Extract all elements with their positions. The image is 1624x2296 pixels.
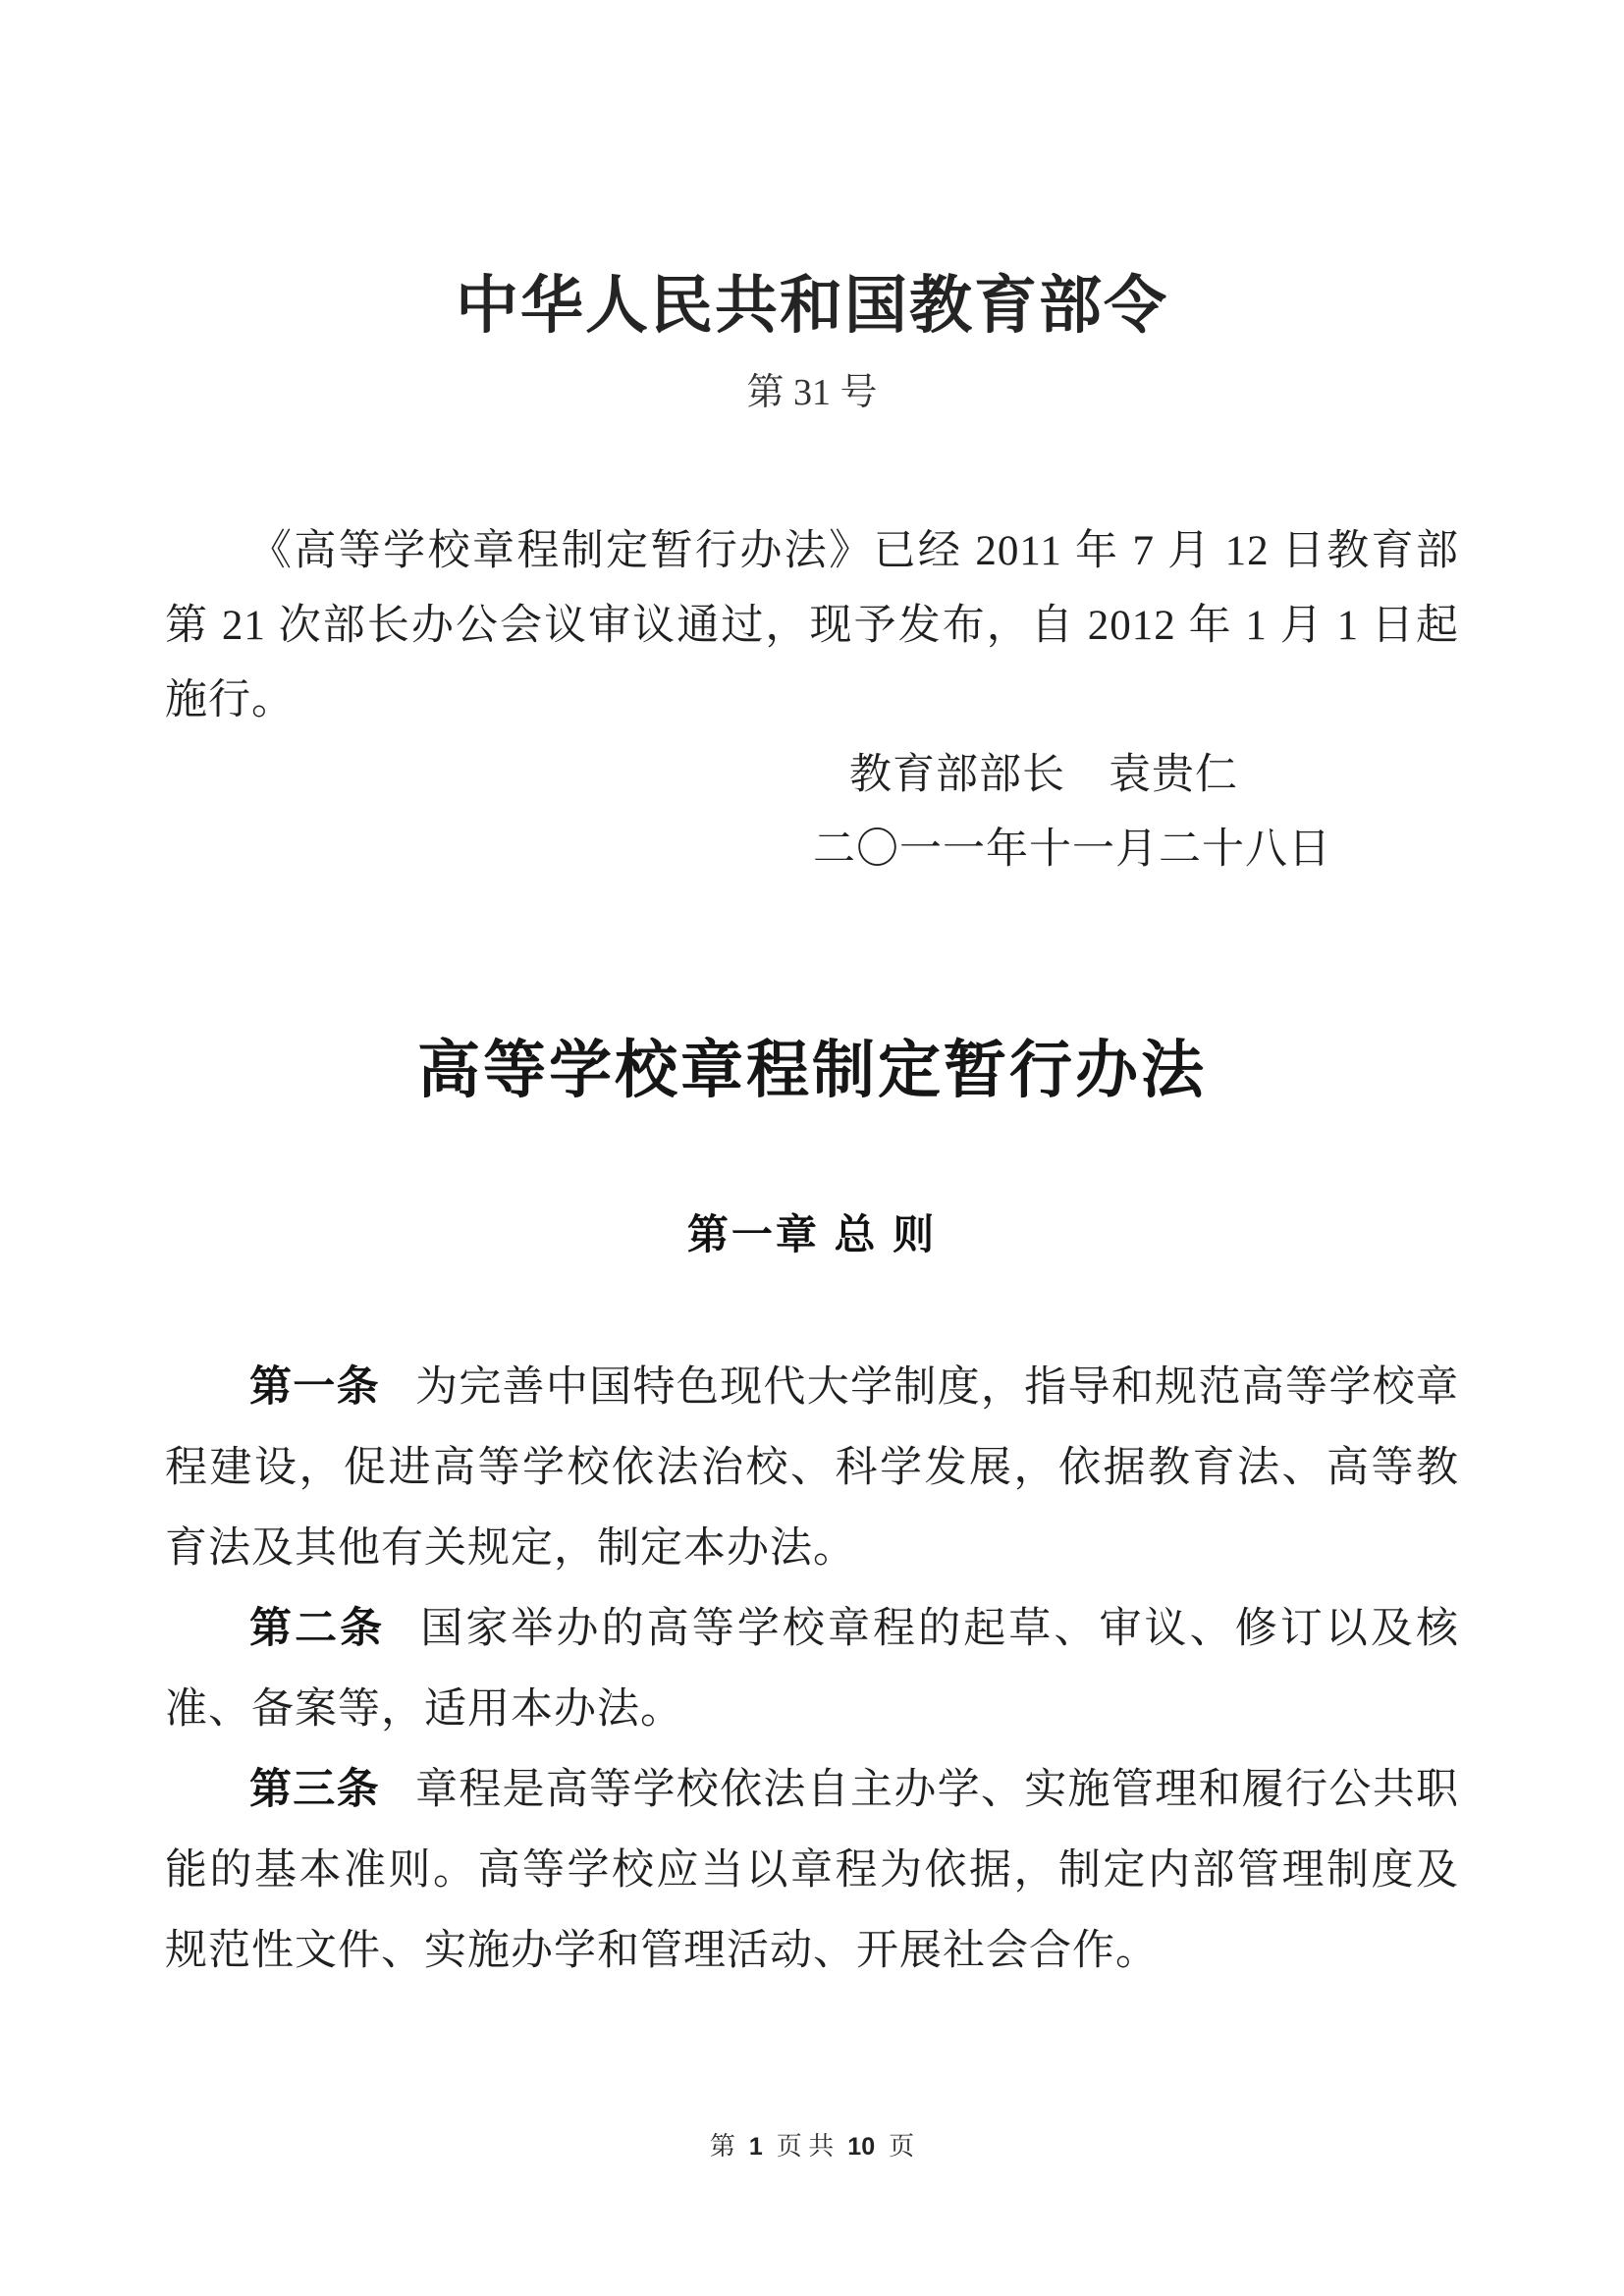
decree-number: 第 31 号 xyxy=(746,372,878,413)
article-2-label: 第二条 xyxy=(249,1606,386,1652)
footer-prefix: 第 xyxy=(709,2132,735,2161)
article-1-label: 第一条 xyxy=(249,1364,380,1411)
footer-current-page-number: 1 xyxy=(748,2133,763,2161)
article-2-text: 国家举办的高等学校章程的起草、审议、修订以及核准、备案等，适用本办法。 xyxy=(165,1606,1460,1733)
chapter-one-heading: 第一章 总 则 xyxy=(686,1211,938,1257)
footer-suffix: 页 xyxy=(889,2132,915,2161)
page-footer xyxy=(0,2132,1624,2162)
article-3-paragraph xyxy=(165,1750,1459,1992)
article-1-paragraph xyxy=(165,1348,1459,1589)
article-3-text: 章程是高等学校依法自主办学、实施管理和履行公共职能的基本准则。高等学校应当以章程为依据，制定内部管理制度及规范性文件、实施办学和管理活动、开展社会合作。 xyxy=(165,1767,1460,1974)
footer-middle-label: 页 共 xyxy=(776,2132,835,2161)
article-1-text: 为完善中国特色现代大学制度，指导和规范高等学校章程建设，促进高等学校依法治校、科学发展，依据教育法、高等教育法及其他有关规定，制定本办法。 xyxy=(165,1364,1460,1572)
signature-date: 二〇一一年十一月二十八日 xyxy=(813,827,1331,873)
regulation-title: 高等学校章程制定暂行办法 xyxy=(417,1036,1207,1105)
decree-announcement-paragraph: 《高等学校章程制定暂行办法》已经 2011 年 7 月 12 日教育部第 21 次部长办公会议审议通过，现予发布，自 2012 年 1 月 1 日起施行。 xyxy=(165,528,1459,723)
decree-title: 中华人民共和国教育部令 xyxy=(456,271,1168,341)
footer-total-page-number: 10 xyxy=(847,2133,876,2161)
article-2-paragraph xyxy=(165,1589,1459,1750)
articles-section xyxy=(165,1348,1459,1992)
signer-title-and-name: 教育部部长 袁贵仁 xyxy=(849,752,1238,798)
article-3-label: 第三条 xyxy=(249,1767,380,1813)
